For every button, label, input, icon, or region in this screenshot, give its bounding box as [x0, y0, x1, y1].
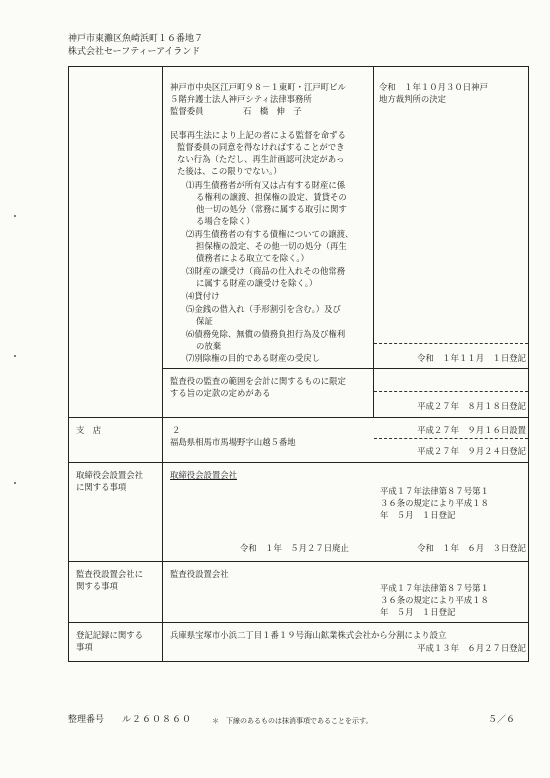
auditor-limit-line2: する旨の定款の定めがある: [170, 388, 271, 398]
board-registered: 令和 １年 ６月 ３日登記: [417, 543, 526, 553]
restricted-act-item: 保証: [196, 316, 213, 326]
restricted-act-item: る権利の譲渡、担保権の設定、賃貸その: [196, 192, 347, 202]
board-label-line1: 取締役会設置会社: [76, 470, 143, 480]
scan-dot: [14, 355, 16, 357]
company-name: 株式会社セーフティーアイランド: [68, 47, 201, 57]
board-note-line2: ３６条の規定により平成１８: [380, 498, 489, 508]
board-note-line3: 年 ５月 １日登記: [380, 510, 456, 520]
auditor-note-line2: ３６条の規定により平成１８: [380, 595, 489, 605]
scan-dot: [14, 482, 16, 484]
restricted-act-item: ⑺別除権の目的である財産の受戻し: [186, 353, 320, 363]
branch-registered: 平成２７年 ９月２４日登記: [417, 446, 526, 456]
restricted-act-item: ⑸金銭の借入れ（手形割引を含む。）及び: [186, 304, 341, 314]
restricted-act-item: ⑴再生債務者が所有又は占有する財産に係: [186, 180, 346, 190]
auditor-label-line2: 関する事項: [76, 581, 118, 591]
auditor-note-line1: 平成１７年法律第８７号第１: [380, 583, 489, 593]
auditor-value: 監査役設置会社: [170, 569, 229, 579]
restricted-act-item: の放棄: [196, 341, 222, 351]
restricted-act-item: ⑷貸付け: [186, 291, 220, 301]
decision-line2: 地方裁判所の決定: [379, 94, 446, 104]
supervisor-name: 石 橋 伸 子: [243, 106, 302, 116]
record-text: 兵庫県宝塚市小浜二丁目１番１９号海山鉱業株式会社から分割により設立: [170, 630, 447, 640]
board-label-line2: に関する事項: [76, 482, 127, 492]
decision-line1: 令和 １年１０月３０日神戸: [379, 82, 488, 92]
restricted-act-item: 他一切の処分（常務に属する取引に関す: [196, 204, 347, 214]
branch-address: 福島県相馬市馬場野字山越５番地: [170, 437, 296, 447]
restricted-act-item: 担保権の設定、その他一切の処分（再生: [196, 241, 347, 251]
reference-number-label: 整理番号: [68, 715, 105, 725]
auditor-limit-registered: 平成２７年 ８月１８日登記: [417, 401, 526, 411]
board-note-line1: 平成１７年法律第８７号第１: [380, 486, 489, 496]
restricted-act-item: ⑵再生債務者の有する債権についての譲渡、: [186, 229, 354, 239]
restricted-act-item: る場合を除く）: [196, 216, 255, 226]
restricted-act-item: ⑹債務免除、無償の債務負担行為及び権利: [186, 329, 346, 339]
reference-number: ル２６０８６０: [122, 715, 193, 725]
supervisor-address-line1: 神戸市中央区江戸町９８－１東町・江戸町ビル: [170, 82, 346, 92]
branch-established: 平成２７年 ９月１６日設置: [417, 425, 526, 435]
record-label-line1: 登記記録に関する: [76, 630, 143, 640]
restricted-act-item: 債務者による取立てを除く。）: [196, 253, 309, 263]
restricted-act-item: ⑶財産の譲受け（商品の仕入れその他常務: [186, 266, 346, 276]
supervisor-desc-line: ない行為（ただし、再生計画認可決定があっ: [177, 154, 345, 164]
supervisor-desc-line: 監督委員の同意を得なければすることができ: [177, 142, 345, 152]
auditor-label-line1: 監査役設置会社に: [76, 569, 143, 579]
branch-label: 支 店: [76, 425, 102, 435]
supervisor-desc-line: た後は、この限りでない。）: [177, 166, 282, 176]
branch-number: ２: [172, 425, 181, 435]
record-label-line2: 事項: [76, 642, 93, 652]
auditor-limit-line1: 監査役の監査の範囲を会計に関するものに限定: [170, 376, 346, 386]
supervisor-registered: 令和 １年１１月 １日登記: [417, 353, 526, 363]
auditor-note-line3: 年 ５月 １日登記: [380, 607, 456, 617]
board-abolished: 令和 １年 ５月２７日廃止: [240, 543, 349, 553]
page-number: ５／６: [488, 715, 516, 725]
company-address: 神戸市東灘区魚崎浜町１６番地７: [68, 34, 204, 44]
supervisor-address-line2: ５階弁護士法人神戸シティ法律事務所: [170, 94, 312, 104]
record-registered: 平成１３年 ６月２７日登記: [417, 643, 526, 653]
supervisor-role: 監督委員: [170, 106, 204, 116]
supervisor-desc-line: 民事再生法により上記の者による監督を命ずる: [170, 130, 346, 140]
restricted-act-item: に属する財産の譲受けを除く。）: [196, 278, 318, 288]
scan-dot: [14, 215, 16, 217]
strikethrough-note: ＊ 下線のあるものは抹消事項であることを示す。: [212, 717, 373, 725]
board-value: 取締役会設置会社: [170, 470, 237, 480]
